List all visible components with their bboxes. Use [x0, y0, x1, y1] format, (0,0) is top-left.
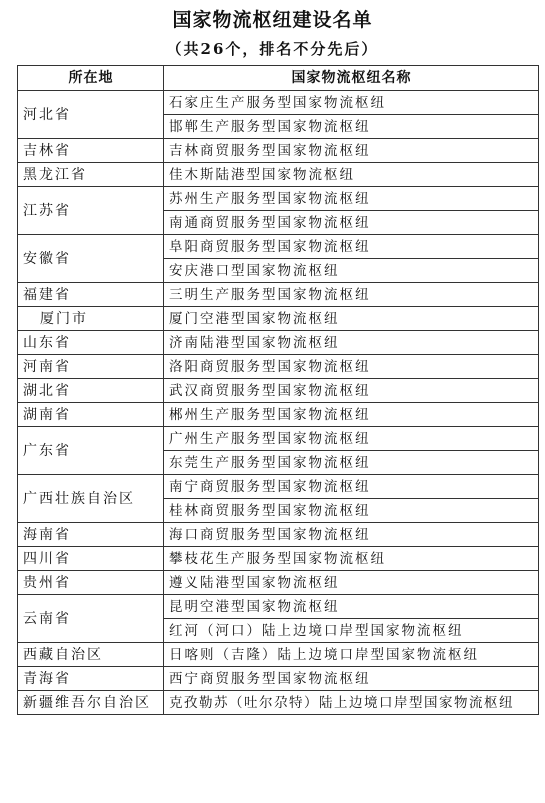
- table-row: [18, 523, 539, 547]
- table-row: [18, 475, 539, 499]
- hub-name-cell: 攀枝花生产服务型国家物流枢纽: [164, 547, 539, 571]
- table-row: [18, 355, 539, 379]
- page-subtitle: （共26个，排名不分先后）: [166, 40, 379, 58]
- region-cell: 云南省: [18, 595, 164, 643]
- table-row: [18, 403, 539, 427]
- hub-name-cell: 遵义陆港型国家物流枢纽: [164, 571, 539, 595]
- hub-name-cell: 桂林商贸服务型国家物流枢纽: [164, 499, 539, 523]
- table-row: [18, 691, 539, 715]
- region-cell: 湖北省: [18, 379, 164, 403]
- hub-name-cell: 西宁商贸服务型国家物流枢纽: [164, 667, 539, 691]
- hub-table: [17, 65, 539, 715]
- table-header-row: [18, 66, 539, 91]
- hub-name-cell: 日喀则（吉隆）陆上边境口岸型国家物流枢纽: [164, 643, 539, 667]
- region-cell: 吉林省: [18, 139, 164, 163]
- region-cell: 河北省: [18, 91, 164, 139]
- hub-name-cell: 武汉商贸服务型国家物流枢纽: [164, 379, 539, 403]
- hub-name-cell: 海口商贸服务型国家物流枢纽: [164, 523, 539, 547]
- hub-name-cell: 南宁商贸服务型国家物流枢纽: [164, 475, 539, 499]
- table-row: [18, 379, 539, 403]
- region-cell: 河南省: [18, 355, 164, 379]
- hub-name-cell: 吉林商贸服务型国家物流枢纽: [164, 139, 539, 163]
- region-cell: 西藏自治区: [18, 643, 164, 667]
- hub-name-cell: 邯郸生产服务型国家物流枢纽: [164, 115, 539, 139]
- hub-name-cell: 三明生产服务型国家物流枢纽: [164, 283, 539, 307]
- hub-name-cell: 广州生产服务型国家物流枢纽: [164, 427, 539, 451]
- hub-name-cell: 昆明空港型国家物流枢纽: [164, 595, 539, 619]
- table-row: [18, 187, 539, 211]
- region-cell: 厦门市: [18, 307, 164, 331]
- region-cell: 新疆维吾尔自治区: [18, 691, 164, 715]
- hub-name-cell: 阜阳商贸服务型国家物流枢纽: [164, 235, 539, 259]
- table-row: [18, 283, 539, 307]
- region-cell: 福建省: [18, 283, 164, 307]
- table-row: [18, 427, 539, 451]
- region-cell: 四川省: [18, 547, 164, 571]
- table-row: [18, 331, 539, 355]
- hub-name-cell: 石家庄生产服务型国家物流枢纽: [164, 91, 539, 115]
- hub-name-cell: 苏州生产服务型国家物流枢纽: [164, 187, 539, 211]
- column-header-location: 所在地: [18, 66, 164, 91]
- region-cell: 黑龙江省: [18, 163, 164, 187]
- table-row: [18, 163, 539, 187]
- region-cell: 贵州省: [18, 571, 164, 595]
- table-row: [18, 643, 539, 667]
- hub-name-cell: 安庆港口型国家物流枢纽: [164, 259, 539, 283]
- table-row: [18, 91, 539, 115]
- hub-name-cell: 济南陆港型国家物流枢纽: [164, 331, 539, 355]
- region-cell: 广东省: [18, 427, 164, 475]
- hub-name-cell: 东莞生产服务型国家物流枢纽: [164, 451, 539, 475]
- region-cell: 海南省: [18, 523, 164, 547]
- table-row: [18, 595, 539, 619]
- region-cell: 江苏省: [18, 187, 164, 235]
- table-row: [18, 139, 539, 163]
- region-cell: 青海省: [18, 667, 164, 691]
- region-cell: 安徽省: [18, 235, 164, 283]
- column-header-hub-name: 国家物流枢纽名称: [164, 66, 539, 91]
- table-row: [18, 667, 539, 691]
- hub-name-cell: 洛阳商贸服务型国家物流枢纽: [164, 355, 539, 379]
- hub-name-cell: 克孜勒苏（吐尔尕特）陆上边境口岸型国家物流枢纽: [164, 691, 539, 715]
- region-cell: 山东省: [18, 331, 164, 355]
- table-row: [18, 571, 539, 595]
- region-cell: 广西壮族自治区: [18, 475, 164, 523]
- hub-name-cell: 红河（河口）陆上边境口岸型国家物流枢纽: [164, 619, 539, 643]
- table-row: [18, 547, 539, 571]
- hub-name-cell: 佳木斯陆港型国家物流枢纽: [164, 163, 539, 187]
- table-row: [18, 307, 539, 331]
- table-row: [18, 235, 539, 259]
- hub-name-cell: 郴州生产服务型国家物流枢纽: [164, 403, 539, 427]
- page-title: 国家物流枢纽建设名单: [172, 9, 373, 31]
- hub-name-cell: 厦门空港型国家物流枢纽: [164, 307, 539, 331]
- hub-name-cell: 南通商贸服务型国家物流枢纽: [164, 211, 539, 235]
- region-cell: 湖南省: [18, 403, 164, 427]
